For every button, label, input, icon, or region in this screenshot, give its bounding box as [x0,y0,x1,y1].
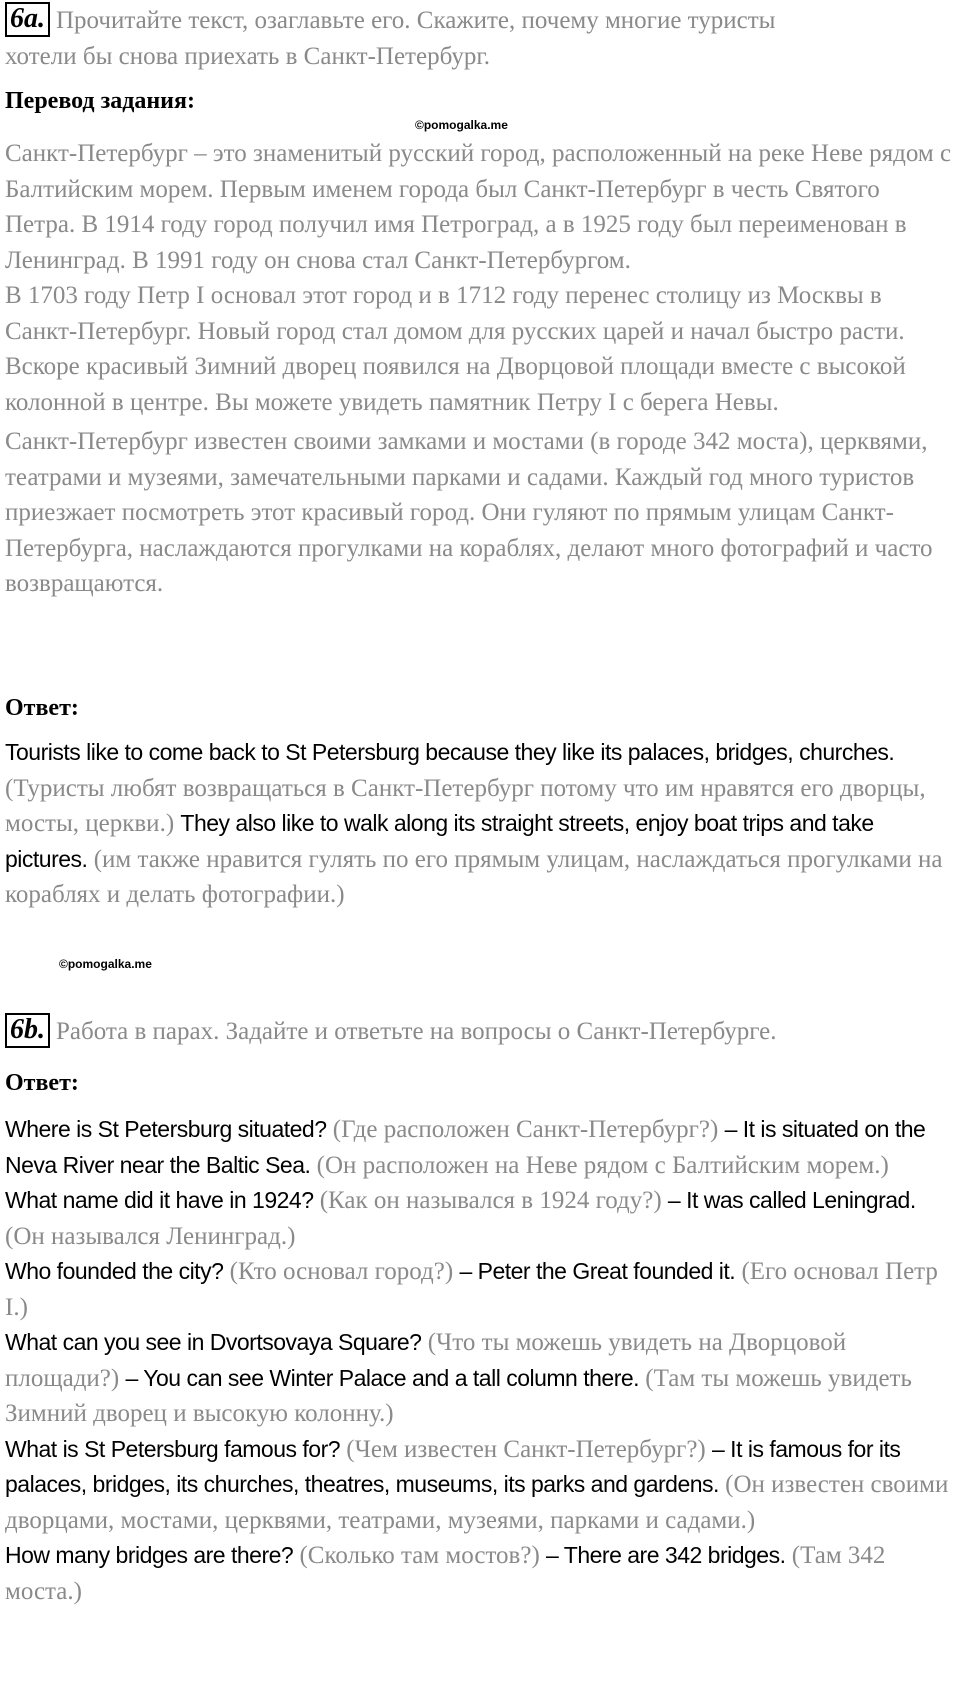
answer-en: – You can see Winter Palace and a tall column there. [125,1364,640,1391]
answer-en: – There are 342 bridges. [546,1542,786,1568]
task-6a-instruction-line2: хотели бы снова приехать в Санкт-Петербург. [5,43,491,70]
task-6b-instruction-text: Работа в парах. Задайте и ответьте на вопросы о Санкт-Петербурге. [56,1018,777,1045]
qa-item [5,1432,955,1539]
translation-heading: Перевод задания: [5,88,195,114]
watermark-middle: ©pomogalka.me [59,957,152,971]
question-ru: (Что ты можешь увидеть на Дворцовой площади?) [5,1329,847,1392]
answer-ru: (Там 342 моста.) [5,1542,886,1605]
task-6a-number: 6a. [5,2,50,37]
qa-item [5,1112,955,1183]
answer-heading-6b: Ответ: [5,1070,79,1096]
answer-6a-ru1: (Туристы любят возвращаться в Санкт-Петербург потому что им нравятся его дворцы, мосты, церкви.) [5,774,926,837]
question-ru: (Как он назывался в 1924 году?) [319,1187,662,1214]
answer-6a [5,735,955,913]
question-en: What is St Petersburg famous for? [5,1435,341,1462]
translation-paragraph-2: В 1703 году Петр I основал этот город и в 1712 году перенес столицу из Москвы в Санкт-Петербург. Новый город стал домом для русских царей и начал быстро расти. Вскоре красивый Зимний дворец появился на Дворцовой площади вместе с высокой колонной в центре. Вы можете увидеть памятник Петру I с берега Невы. [5,282,906,416]
task-6b-instruction [5,1013,776,1050]
qa-item [5,1254,955,1325]
answer-ru: (Он назывался Ленинград.) [5,1222,296,1250]
answer-en: – It was called Leningrad. [667,1187,916,1213]
question-ru: (Кто основал город?) [229,1258,454,1285]
answer-heading-6a: Ответ: [5,695,79,721]
question-en: How many bridges are there? [5,1542,294,1568]
question-ru: (Где расположен Санкт-Петербург?) [332,1116,719,1143]
question-ru: (Чем известен Санкт-Петербург?) [346,1435,706,1463]
answer-ru: (Его основал Петр I.) [5,1258,938,1321]
question-ru: (Сколько там мостов?) [299,1542,540,1569]
question-en: Where is St Petersburg situated? [5,1116,327,1142]
question-en: What name did it have in 1924? [5,1187,314,1213]
translation-paragraph-1: Санкт-Петербург – это знаменитый русский город, расположенный на реке Неве рядом с Балтийским морем. Первым именем города был Санкт-Петербург в честь Святого Петра. В 1914 году город получил имя Петроград, а в 1925 году был переименован в Ленинград. В 1991 году он снова стал Санкт-Петербургом. [5,140,952,274]
translation-paragraph-3: Санкт-Петербург известен своими замками и мостами (в городе 342 моста), церквями, театрами и музеями, замечательными парками и садами. Каждый год много туристов приезжает посмотреть этот красивый город. Они гуляют по прямым улицам Санкт-Петербурга, наслаждаются прогулками на кораблях, делают много фотографий и часто возвращаются. [5,428,933,597]
qa-item [5,1183,955,1254]
answer-6a-en2: They also like to walk along its straight streets, enjoy boat trips and take pictures. [5,810,874,872]
answer-ru: (Там ты можешь увидеть Зимний дворец и высокую колонну.) [5,1364,912,1427]
task-6a-instruction [5,2,775,75]
task-6a-instruction-line1: Прочитайте текст, озаглавьте его. Скажите, почему многие туристы [56,7,776,34]
answer-ru: (Он расположен на Неве рядом с Балтийским морем.) [316,1151,889,1179]
translation-text [5,136,955,602]
answer-ru: (Он известен своими дворцами, мостами, церквями, театрами, музеями, парками и садами.) [5,1471,949,1534]
answer-6a-en1: Tourists like to come back to St Petersburg because they like its palaces, bridges, churches. [5,739,895,765]
task-6b-number: 6b. [5,1013,50,1048]
question-en: What can you see in Dvortsovaya Square? [5,1329,422,1355]
answer-6a-ru2: (им также нравится гулять по его прямым улицам, наслаждаться прогулками на кораблях и делать фотографии.) [5,845,943,908]
qa-item [5,1325,955,1432]
answer-en: – It is famous for its palaces, bridges, its churches, theatres, museums, its parks and gardens. [5,1435,901,1497]
question-en: Who founded the city? [5,1258,224,1284]
answer-en: – Peter the Great founded it. [459,1258,736,1284]
qa-item [5,1538,955,1609]
answer-en: – It is situated on the Neva River near the Baltic Sea. [5,1116,926,1178]
watermark-top: ©pomogalka.me [415,118,508,132]
qa-6b-list [5,1112,955,1609]
